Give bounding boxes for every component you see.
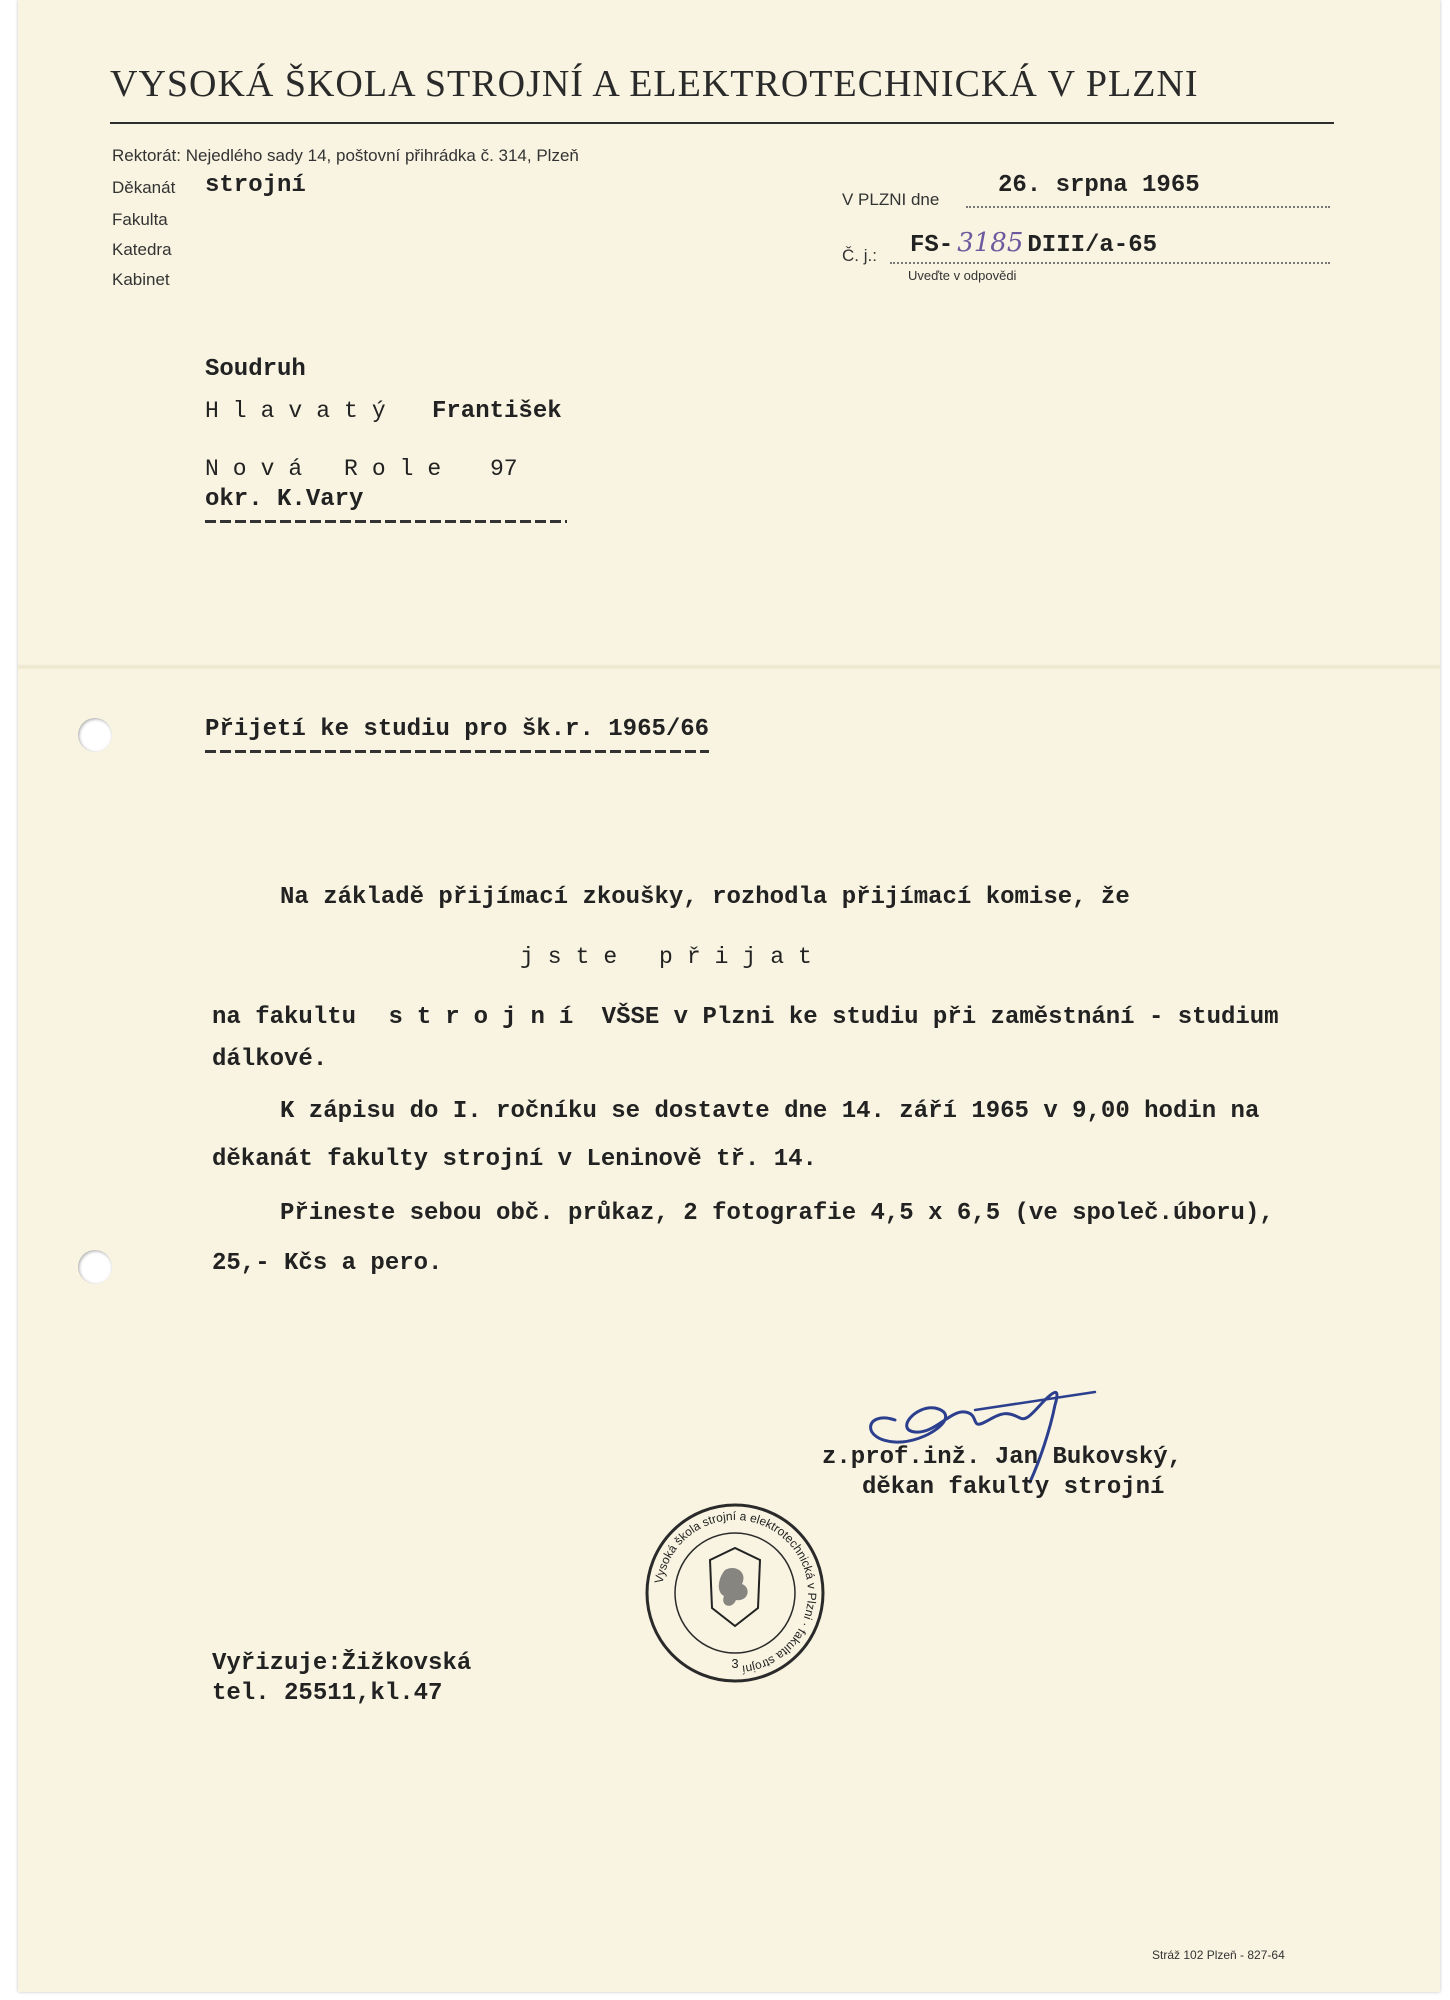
- punch-hole-upper: [78, 718, 112, 752]
- body-line-5: K zápisu do I. ročníku se dostavte dne 14. září 1965 v 9,00 hodin na: [280, 1098, 1260, 1125]
- rektorat-line: [112, 146, 579, 166]
- body-line-6: děkanát fakulty strojní v Leninově tř. 14.: [212, 1146, 817, 1173]
- body-line-8: 25,- Kčs a pero.: [212, 1250, 443, 1277]
- rektorat-address: Nejedlého sady 14, poštovní přihrádka č. 314, Plzeň: [185, 146, 579, 165]
- rektorat-label: Rektorát:: [112, 146, 181, 165]
- handled-by-phone: tel. 25511,kl.47: [212, 1680, 443, 1707]
- dekanat-label: Děkanát: [112, 178, 176, 197]
- ref-note: Uveďte v odpovědi: [908, 268, 1017, 283]
- body-line-1: Na základě přijímací zkoušky, rozhodla přijímací komise, že: [280, 884, 1130, 911]
- handled-by: Vyřizuje:Žižkovská: [212, 1650, 472, 1677]
- katedra-label: Katedra: [112, 240, 172, 259]
- recipient-salutation: Soudruh: [205, 356, 306, 383]
- signatory-name: z.prof.inž. Jan Bukovský,: [822, 1444, 1183, 1471]
- subject-underline: [205, 750, 709, 753]
- ref-suffix: DIII/a-65: [1027, 232, 1158, 259]
- recipient-given-name: František: [432, 398, 562, 425]
- body-line-4: dálkové.: [212, 1046, 328, 1073]
- institution-title: VYSOKÁ ŠKOLA STROJNÍ A ELEKTROTECHNICKÁ V PLZNI: [110, 63, 1199, 105]
- body-line-7: Přineste sebou obč. průkaz, 2 fotografie 4,5 x 6,5 (ve společ.úboru),: [280, 1200, 1274, 1227]
- body-line-2-accepted: jste přijat: [520, 944, 826, 970]
- letterhead-rule: [110, 122, 1334, 124]
- ref-handwritten-number: 3185: [957, 228, 1024, 258]
- date-value: 26. srpna 1965: [998, 172, 1200, 199]
- body-line-3b-faculty: strojní: [388, 1004, 588, 1031]
- recipient-town: Nová Role: [205, 456, 456, 482]
- recipient-district: okr. K.Vary: [205, 486, 364, 513]
- body-line-3: [212, 1004, 1279, 1031]
- date-label: V PLZNI dne: [842, 190, 940, 209]
- body-line-3a: na fakultu: [212, 1004, 357, 1031]
- signatory-position: děkan fakulty strojní: [862, 1474, 1165, 1501]
- paper-fold: [18, 664, 1440, 670]
- recipient-house-number: 97: [490, 456, 518, 482]
- ref-prefix: FS-: [910, 232, 954, 259]
- stamp-number: 3: [731, 1656, 739, 1671]
- official-stamp: [640, 1498, 830, 1688]
- ref-label: Č. j.:: [842, 246, 877, 265]
- printer-mark: Stráž 102 Plzeň - 827-64: [1152, 1948, 1285, 1962]
- ref-dotted-line: [890, 262, 1330, 264]
- recipient-surname: Hlavatý: [205, 398, 400, 424]
- fakulta-label: Fakulta: [112, 210, 168, 229]
- stamp-ring-text: Vysoká škola strojní a elektrotechnická v Plzni · fakulta strojní: [651, 1508, 820, 1677]
- dekanat-value: strojní: [205, 172, 306, 199]
- subject-line: Přijetí ke studiu pro šk.r. 1965/66: [205, 716, 710, 743]
- punch-hole-lower: [78, 1250, 112, 1284]
- recipient-underline: [205, 520, 567, 523]
- ref-value: [910, 228, 1157, 259]
- body-line-3c: VŠSE v Plzni ke studiu při zaměstnání - studium: [601, 1004, 1279, 1031]
- kabinet-label: Kabinet: [112, 270, 170, 289]
- handwritten-signature: [855, 1370, 1115, 1490]
- date-dotted-line: [966, 206, 1330, 208]
